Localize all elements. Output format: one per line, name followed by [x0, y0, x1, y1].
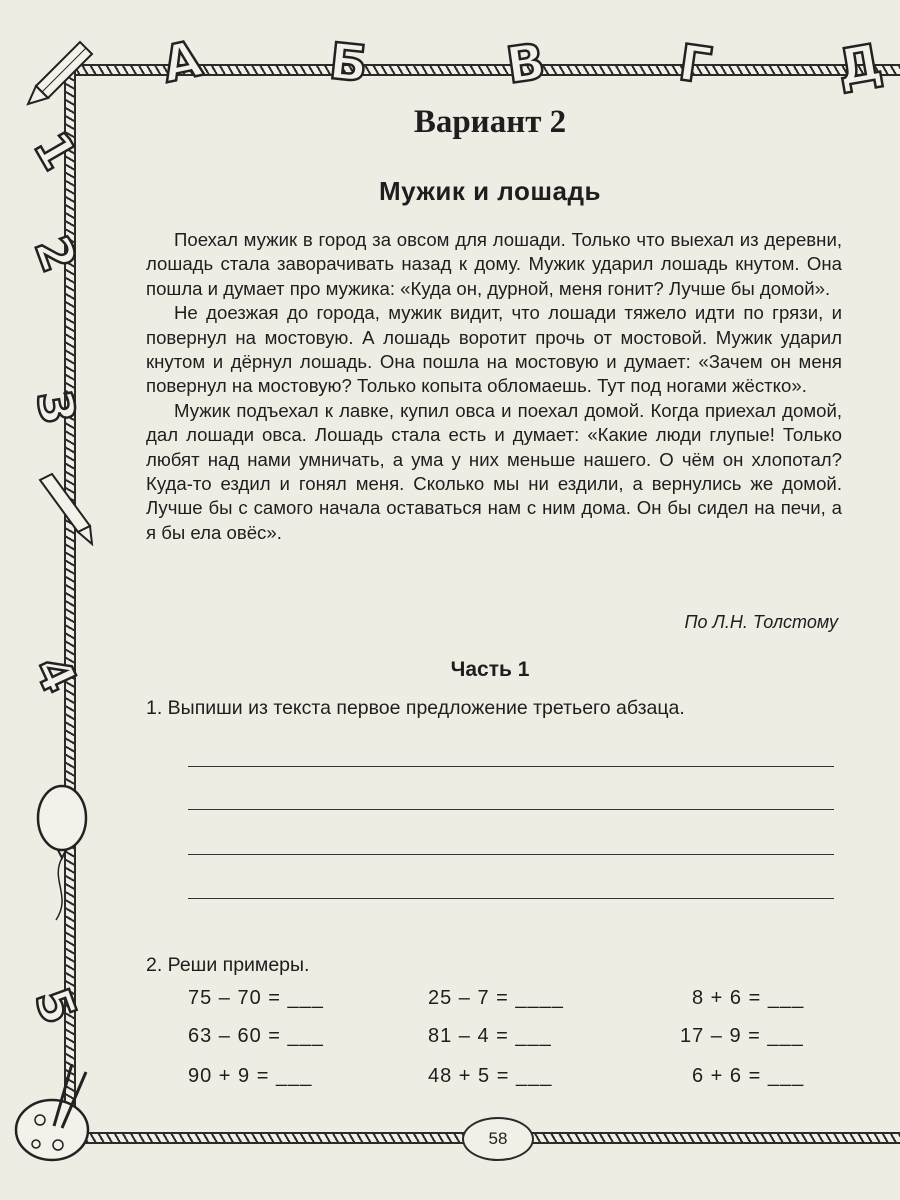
answer-line[interactable]	[188, 854, 834, 855]
variant-title: Вариант 2	[413, 104, 567, 140]
task-1-question: 1. Выпиши из текста первое предложение третьего абзаца.	[146, 697, 685, 719]
frame-letter: Б	[326, 32, 371, 94]
answer-line[interactable]	[188, 809, 834, 810]
frame-letter: А	[157, 29, 208, 95]
page-number: 58	[462, 1117, 534, 1161]
frame-number: 4	[22, 647, 88, 702]
story-text	[146, 228, 842, 545]
math-example: 75 – 70 = ___	[188, 987, 324, 1009]
math-example: 48 + 5 = ___	[428, 1065, 553, 1087]
math-example: 25 – 7 = ____	[428, 987, 564, 1009]
frame-number: 5	[23, 980, 88, 1032]
math-example: 6 + 6 = ___	[692, 1065, 805, 1087]
story-author: По Л.Н. Толстому	[684, 612, 838, 632]
frame-number: 1	[22, 122, 88, 180]
math-example: 63 – 60 = ___	[188, 1025, 324, 1047]
palette-icon	[16, 1064, 88, 1160]
answer-line[interactable]	[188, 766, 834, 767]
balloon-icon	[38, 786, 86, 920]
math-example: 8 + 6 = ___	[692, 987, 805, 1009]
pencil-icon	[40, 474, 92, 544]
frame-number: 2	[23, 228, 88, 280]
part-title: Часть 1	[450, 658, 530, 681]
answer-line[interactable]	[188, 898, 834, 899]
math-example: 17 – 9 = ___	[680, 1025, 804, 1047]
math-example: 90 + 9 = ___	[188, 1065, 313, 1087]
task-2-question: 2. Реши примеры.	[146, 954, 310, 976]
frame-letter: Д	[832, 32, 887, 98]
frame-letter: В	[502, 32, 549, 96]
pencil-icon	[28, 42, 92, 104]
math-example: 81 – 4 = ___	[428, 1025, 552, 1047]
story-paragraph: Поехал мужик в город за овсом для лошади. Только что выехал из деревни, лошадь стала заворачивать назад к дому. Мужик ударил лошадь кнутом. Она пошла и думает про мужика: «Куда он, дурной, меня гонит? Лучше бы домой».	[146, 229, 842, 299]
frame-number: 3	[25, 386, 86, 429]
story-paragraph: Мужик подъехал к лавке, купил овса и поехал домой. Когда приехал домой, дал лошади овса. Лошадь стала есть и думает: «Какие люди глупые! Только любят над нами умничать, а ума у них меньше нашего. О чём он хлопотал? Куда-то ездил и гонял меня. Сколько мы ни ездили, а вернулись же домой. Лучше бы с самого начала оставаться нам с ним дома. Он бы сидел на печи, а я бы ела овёс».	[146, 399, 842, 543]
frame-letter: Г	[675, 33, 715, 96]
story-title: Мужик и лошадь	[379, 176, 601, 206]
story-paragraph: Не доезжая до города, мужик видит, что лошади тяжело идти по грязи, и повернул на мостовую. А лошадь воротит прочь от мостовой. Мужик ударил кнутом и дёрнул лошадь. Она пошла на мостовую и думает: «Зачем он меня повернул на мостовую? Только копыта обломаешь. Тут под ногами жёстко».	[146, 302, 842, 397]
